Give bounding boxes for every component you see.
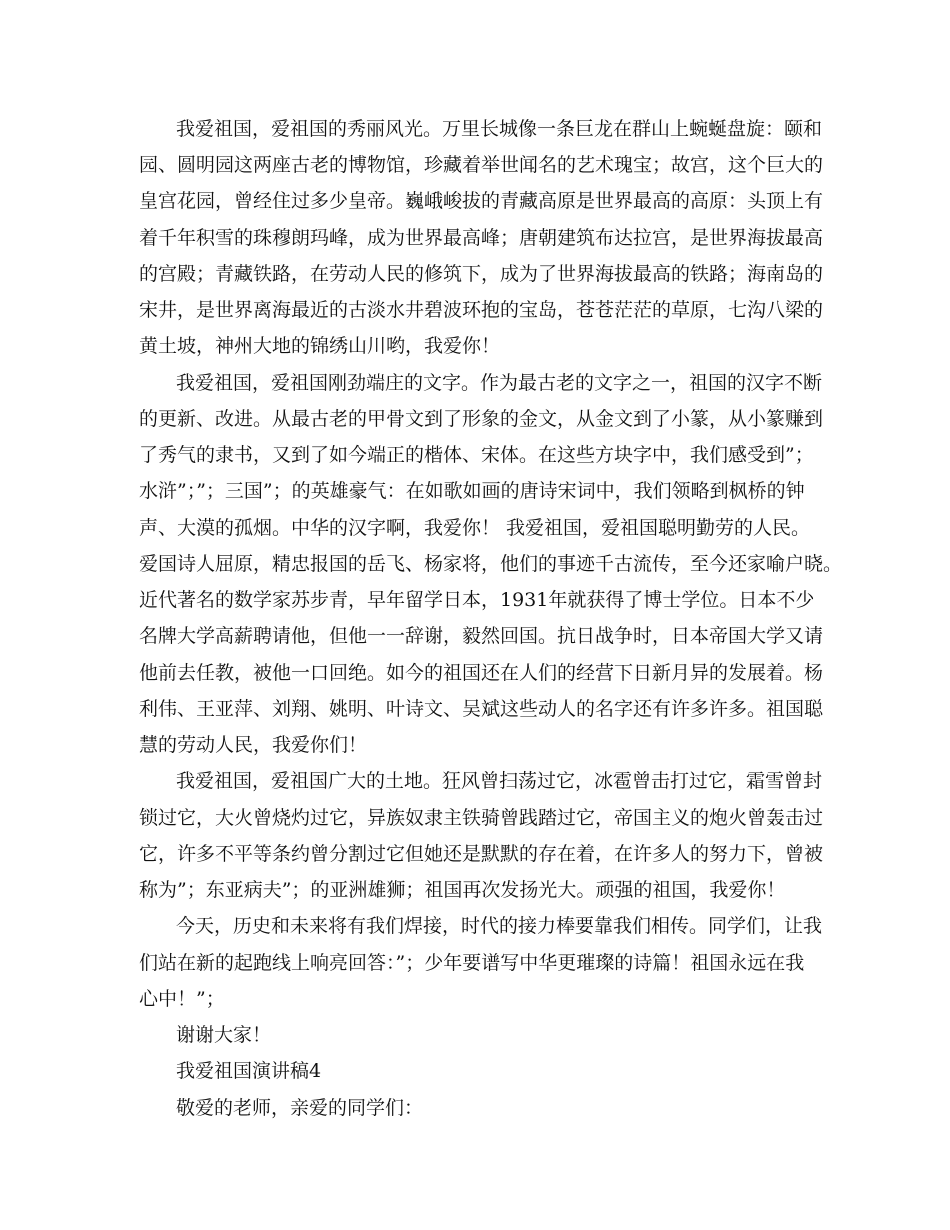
- text-line: 我爱祖国，爱祖国的秀丽风光。万里长城像一条巨龙在群山上蜿蜒盘旋：颐和: [176, 118, 823, 140]
- text-line: 宋井，是世界离海最近的古淡水井碧波环抱的宝岛，苍苍茫茫的草原，七沟八梁的: [139, 299, 824, 321]
- text-line: 我爱祖国，爱祖国刚劲端庄的文字。作为最古老的文字之一，祖国的汉字不断: [176, 372, 823, 394]
- text-line: 皇宫花园，曾经住过多少皇帝。巍峨峻拔的青藏高原是世界最高的高原：头顶上有: [139, 190, 824, 212]
- text-line: 敬爱的老师，亲爱的同学们：: [176, 1097, 424, 1119]
- text-line: 我爱祖国，爱祖国广大的土地。狂风曾扫荡过它，冰雹曾击打过它，霜雪曾封: [176, 770, 823, 792]
- text-line: 着千年积雪的珠穆朗玛峰，成为世界最高峰；唐朝建筑布达拉宫，是世界海拔最高: [139, 227, 824, 249]
- text-line: 锁过它，大火曾烧灼过它，异族奴隶主铁骑曾践踏过它，帝国主义的炮火曾轰击过: [139, 807, 824, 829]
- text-line: 谢谢大家！: [176, 1024, 272, 1046]
- text-line: 的宫殿；青藏铁路，在劳动人民的修筑下，成为了世界海拔最高的铁路；海南岛的: [139, 263, 824, 285]
- text-line: 们站在新的起跑线上响亮回答：”；少年要谱写中华更璀璨的诗篇！祖国永远在我: [139, 952, 805, 974]
- text-line: 称为”；东亚病夫”；的亚洲雄狮；祖国再次发扬光大。顽强的祖国，我爱你！: [139, 879, 786, 901]
- section-heading: 我爱祖国演讲稿4: [176, 1060, 322, 1082]
- text-line: 的更新、改进。从最古老的甲骨文到了形象的金文，从金文到了小篆，从小篆赚到: [139, 408, 824, 430]
- text-line: 慧的劳动人民，我爱你们！: [139, 734, 368, 756]
- text-line: 园、圆明园这两座古老的博物馆，珍藏着举世闻名的艺术瑰宝；故宫，这个巨大的: [139, 154, 824, 176]
- text-line: 水浒”；”；三国”；的英雄豪气：在如歌如画的唐诗宋词中，我们领略到枫桥的钟: [139, 480, 805, 502]
- text-line: 他前去任教，被他一口回绝。如今的祖国还在人们的经营下日新月异的发展着。杨: [139, 662, 824, 684]
- text-line: 它，许多不平等条约曾分割过它但她还是默默的存在着，在许多人的努力下，曾被: [139, 843, 824, 865]
- text-line: 今天，历史和未来将有我们焊接，时代的接力棒要靠我们相传。同学们，让我: [176, 915, 823, 937]
- text-line: 利伟、王亚萍、刘翔、姚明、叶诗文、吴斌这些动人的名字还有许多许多。祖国聪: [139, 698, 824, 720]
- text-line: 了秀气的隶书，又到了如今端正的楷体、宋体。在这些方块字中，我们感受到”；: [139, 444, 814, 466]
- text-line: 声、大漠的孤烟。中华的汉字啊，我爱你！ 我爱祖国，爱祖国聪明勤劳的人民。: [139, 517, 811, 539]
- text-line: 近代著名的数学家苏步青，早年留学日本，1931年就获得了博士学位。日本不少: [139, 589, 815, 611]
- text-line: 名牌大学高薪聘请他，但他一一辞谢，毅然回国。抗日战争时，日本帝国大学又请: [139, 625, 824, 647]
- text-line: 心中！”；: [139, 988, 225, 1010]
- text-line: 爱国诗人屈原，精忠报国的岳飞、杨家将，他们的事迹千古流传，至今还家喻户晓。: [139, 553, 843, 575]
- text-line: 黄土坡，神州大地的锦绣山川哟，我爱你！: [139, 335, 501, 357]
